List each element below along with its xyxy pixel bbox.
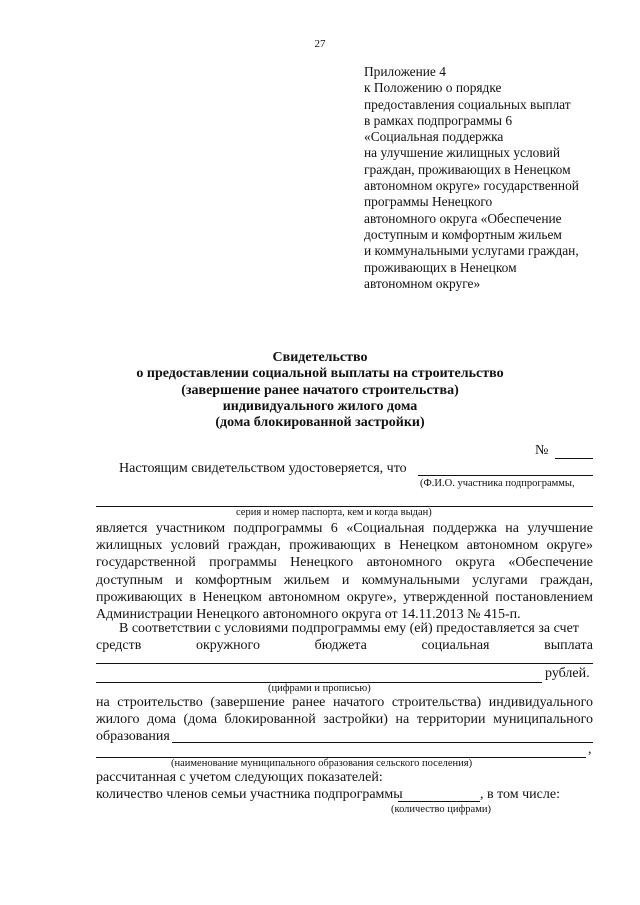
paragraph-line: является участником подпрограммы 6 «Социальная поддержка на улучшение: [96, 521, 593, 536]
paragraph-line: государственной программы Ненецкого автономного округа «Обеспечение: [96, 555, 593, 571]
title-line: Свидетельство: [272, 350, 368, 365]
appendix-line: граждан, проживающих в Ненецком: [364, 161, 571, 177]
paragraph-line: доступным и комфортным жильем и коммунальными услугами граждан,: [96, 572, 593, 588]
appendix-line: «Социальная поддержка: [364, 129, 504, 145]
paragraph-grant-line2: средств окружного бюджета социальная выплата: [96, 638, 593, 653]
caption-amount: (цифрами и прописью): [268, 683, 371, 694]
paragraph-grant-line1: В соответствии с условиями подпрограммы ему (ей) предоставляется за счет: [119, 621, 579, 636]
title-line: (завершение ранее начатого строительства): [181, 382, 459, 398]
caption-fio: (Ф.И.О. участника подпрограммы,: [420, 478, 575, 489]
intro-text: Настоящим свидетельством удостоверяется, что: [119, 461, 407, 476]
paragraph-participant: [96, 520, 593, 623]
appendix-line: проживающих в Ненецком: [364, 259, 517, 275]
title-line: (дома блокированной застройки): [215, 415, 425, 431]
number-label: №: [535, 443, 549, 458]
appendix-line: и коммунальными услугами граждан,: [364, 243, 579, 259]
paragraph-line: Администрации Ненецкого автономного округа от 14.11.2013 № 415-п.: [96, 607, 521, 623]
paragraph-line: на строительство (завершение ранее начатого строительства) индивидуального: [96, 695, 593, 710]
page-number: 27: [314, 38, 326, 50]
caption-count: (количество цифрами): [391, 804, 491, 815]
title-line: о предоставлении социальной выплаты на строительство: [136, 366, 504, 382]
appendix-line: в рамках подпрограммы 6: [364, 112, 513, 128]
caption-municipality: (наименование муниципального образования сельского поселения): [171, 758, 473, 769]
appendix-line: автономном округе»: [364, 275, 481, 291]
title-line: индивидуального жилого дома: [222, 398, 418, 414]
appendix-line: программы Ненецкого: [364, 194, 493, 210]
appendix-line: Приложение 4: [364, 64, 446, 79]
paragraph-line: проживающих в Ненецком автономном округе», утвержденной постановлением: [96, 589, 593, 605]
family-count-field-line[interactable]: [398, 801, 480, 802]
caption-passport: серия и номер паспорта, кем и когда выдан): [236, 507, 432, 518]
number-field-line[interactable]: [555, 458, 593, 459]
family-suffix: , в том числе:: [480, 787, 560, 802]
appendix-block: [364, 64, 579, 292]
rubles-label: рублей.: [545, 666, 590, 681]
appendix-line: автономного округа «Обеспечение: [364, 210, 562, 226]
appendix-line: предоставления социальных выплат: [364, 96, 571, 112]
calc-text: рассчитанная с учетом следующих показателей:: [96, 770, 383, 785]
appendix-line: доступным и комфортным жильем: [364, 226, 562, 242]
paragraph-line: жилищных условий граждан, проживающих в Ненецком автономном округе»: [96, 538, 593, 554]
amount-field-line-1[interactable]: [96, 663, 593, 664]
appendix-line: к Положению о порядке: [364, 80, 502, 96]
document-title: [0, 350, 640, 431]
fio-field-line[interactable]: [418, 475, 593, 476]
appendix-line: автономном округе» государственной: [364, 178, 579, 194]
appendix-line: на улучшение жилищных условий: [364, 145, 561, 161]
paragraph-line: образования: [96, 729, 170, 745]
comma: ,: [588, 742, 592, 757]
paragraph-construction: [96, 694, 593, 746]
paragraph-line: жилого дома (дома блокированной застройки) на территории муниципального: [96, 712, 593, 728]
municipality-field-line-1[interactable]: [172, 742, 593, 743]
family-text: количество членов семьи участника подпрограммы: [96, 787, 403, 802]
